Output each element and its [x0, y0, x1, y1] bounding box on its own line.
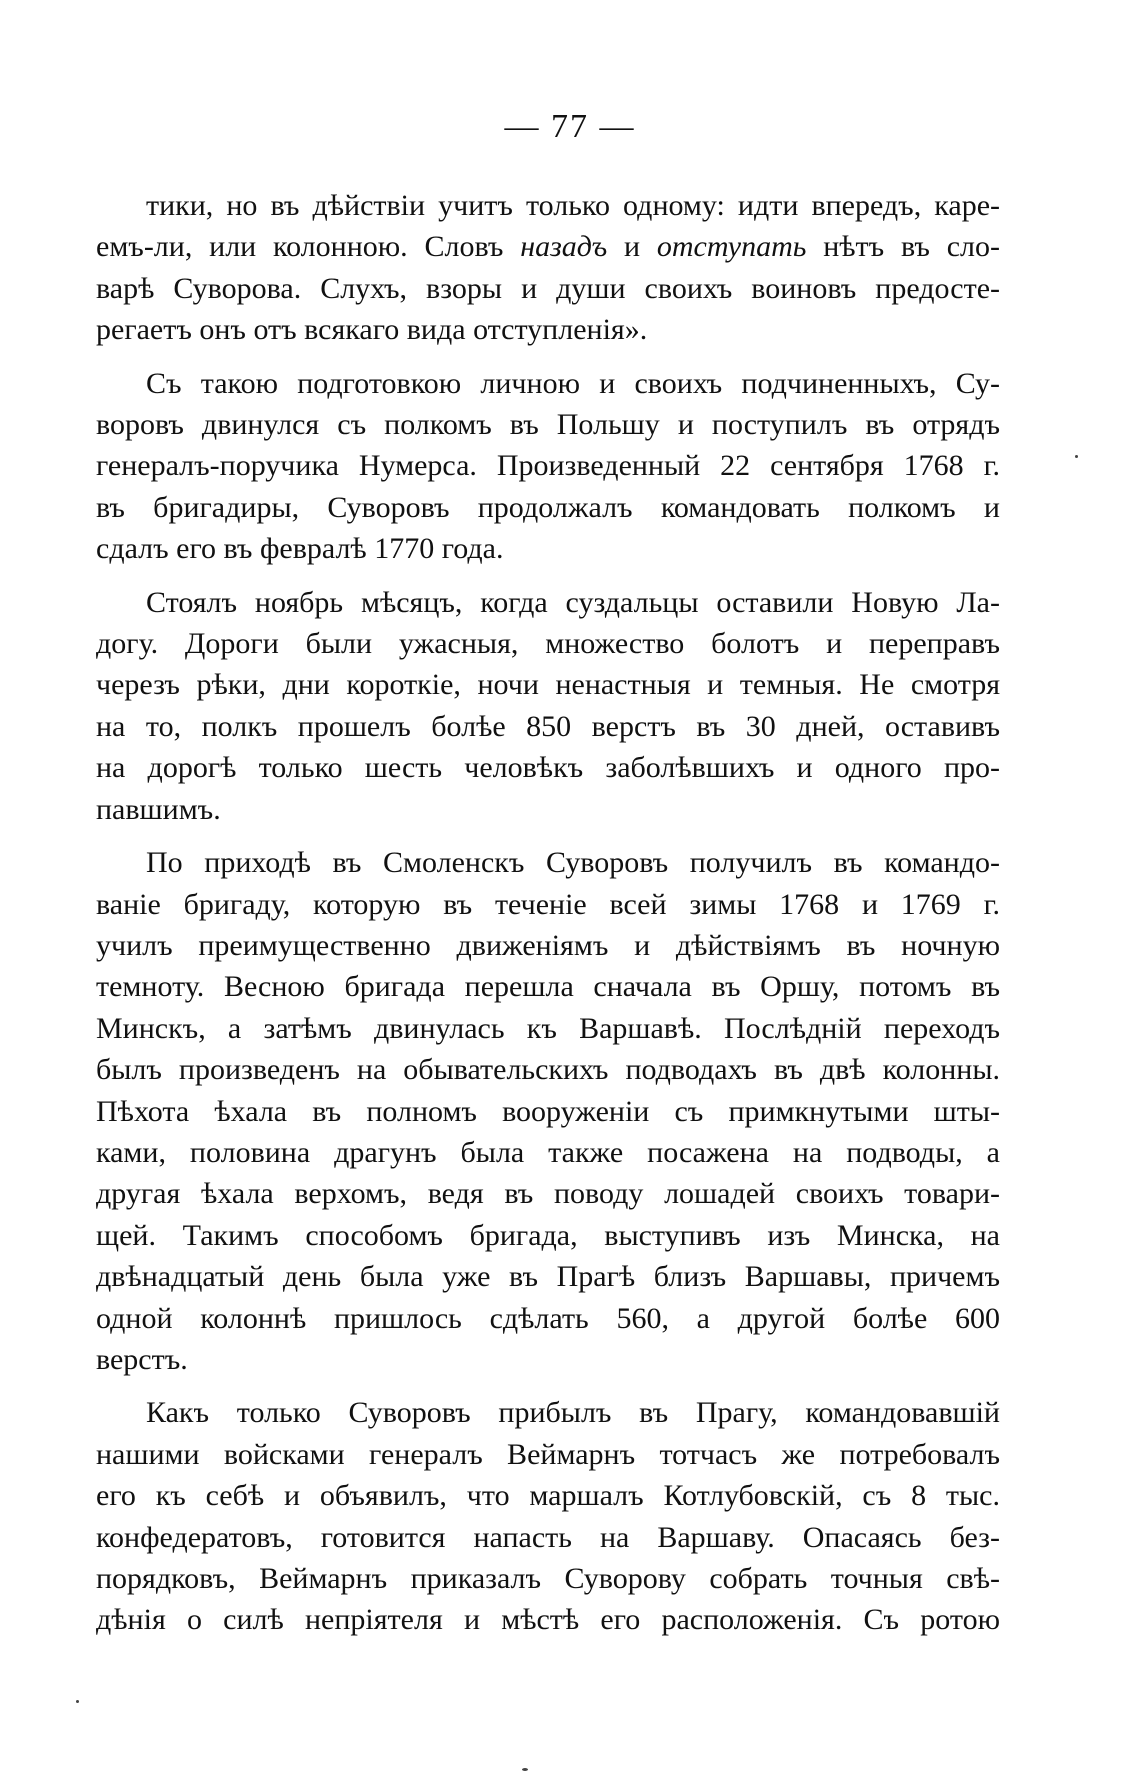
italic-word: назадъ — [520, 230, 608, 264]
text-line: По приходѣ въ Смоленскъ Суворовъ получилъ въ командо- — [146, 846, 1000, 880]
text-line: генералъ-поручика Нумерса. Произведенный 22 сентября 1768 г. — [96, 449, 1000, 483]
body-text — [96, 185, 1000, 1653]
text-line: ками, половина драгунъ была также посажена на подводы, а — [96, 1135, 1000, 1169]
text-line: на то, полкъ прошелъ болѣе 850 верстъ въ 30 дней, оставивъ — [96, 709, 1000, 743]
text-line: догу. Дороги были ужасныя, множество болотъ и переправъ — [96, 627, 1000, 661]
text-line: Пѣхота ѣхала въ полномъ вооруженіи съ примкнутыми шты- — [96, 1094, 1000, 1128]
text-line: верстъ. — [96, 1342, 188, 1376]
paragraph-2 — [96, 363, 1000, 570]
text-line: въ бригадиры, Суворовъ продолжалъ командовать полкомъ и — [96, 490, 1000, 524]
text-line: темноту. Весною бригада перешла сначала въ Оршу, потомъ въ — [96, 970, 1000, 1004]
text-line: сдалъ его въ февралѣ 1770 года. — [96, 532, 504, 566]
text-line: ваніе бригаду, которую въ теченіе всей зимы 1768 и 1769 г. — [96, 887, 1000, 921]
print-speck — [76, 1700, 79, 1703]
text-line: Стоялъ ноябрь мѣсяцъ, когда суздальцы оставили Новую Ла- — [146, 585, 1000, 619]
text-line: другая ѣхала верхомъ, ведя въ поводу лошадей своихъ товари- — [96, 1177, 1000, 1211]
text-line: Какъ только Суворовъ прибылъ въ Прагу, командовавшій — [146, 1396, 1000, 1430]
text-line: варѣ Суворова. Слухъ, взоры и души своихъ воиновъ предосте- — [96, 271, 1000, 305]
text-line: емъ-ли, или колонною. Словъ назадъ и отступать нѣтъ въ сло- — [96, 230, 1000, 264]
print-speck — [1075, 455, 1078, 458]
text-line: Съ такою подготовкою личною и своихъ подчиненныхъ, Су- — [146, 366, 1000, 400]
text-line: конфедератовъ, готовится напасть на Варшаву. Опасаясь без- — [96, 1520, 1000, 1554]
text-line: на дорогѣ только шесть человѣкъ заболѣвшихъ и одного про- — [96, 751, 1000, 785]
text-line: Минскъ, а затѣмъ двинулась къ Варшавѣ. Послѣдній переходъ — [96, 1011, 1000, 1045]
text-line: его къ себѣ и объявилъ, что маршалъ Котлубовскій, съ 8 тыс. — [96, 1479, 1000, 1513]
text-line: нашими войсками генералъ Веймарнъ тотчасъ же потребовалъ — [96, 1437, 1000, 1471]
text-line: дѣнія о силѣ непріятеля и мѣстѣ его расположенія. Съ ротою — [96, 1603, 1000, 1637]
text-line: былъ произведенъ на обывательскихъ подводахъ въ двѣ колонны. — [96, 1053, 1000, 1087]
text-line: павшимъ. — [96, 792, 221, 826]
text-line: одной колоннѣ пришлось сдѣлать 560, а другой болѣе 600 — [96, 1301, 1000, 1335]
text-line: щей. Такимъ способомъ бригада, выступивъ изъ Минска, на — [96, 1218, 1000, 1252]
text-line: черезъ рѣки, дни короткіе, ночи ненастныя и темныя. Не смотря — [96, 668, 1000, 702]
text-line: регаетъ онъ отъ всякаго вида отступленія». — [96, 313, 648, 347]
text-line: двѣнадцатый день была уже въ Прагѣ близъ Варшавы, причемъ — [96, 1260, 1000, 1294]
paragraph-5 — [96, 1392, 1000, 1640]
page-number: — 77 — — [504, 108, 636, 145]
print-speck — [522, 1768, 528, 1771]
text-line: тики, но въ дѣйствіи учитъ только одному: идти впередъ, каре- — [146, 189, 1000, 222]
paragraph-4 — [96, 842, 1000, 1380]
paragraph-1 — [96, 185, 1000, 351]
italic-word: отступать — [656, 230, 807, 264]
text-line: воровъ двинулся съ полкомъ въ Польшу и поступилъ въ отрядъ — [96, 408, 1000, 442]
text-line: училъ преимущественно движеніямъ и дѣйствіямъ въ ночную — [96, 928, 1000, 962]
paragraph-3 — [96, 582, 1000, 830]
text-line: порядковъ, Веймарнъ приказалъ Суворову собрать точныя свѣ- — [96, 1562, 1000, 1595]
